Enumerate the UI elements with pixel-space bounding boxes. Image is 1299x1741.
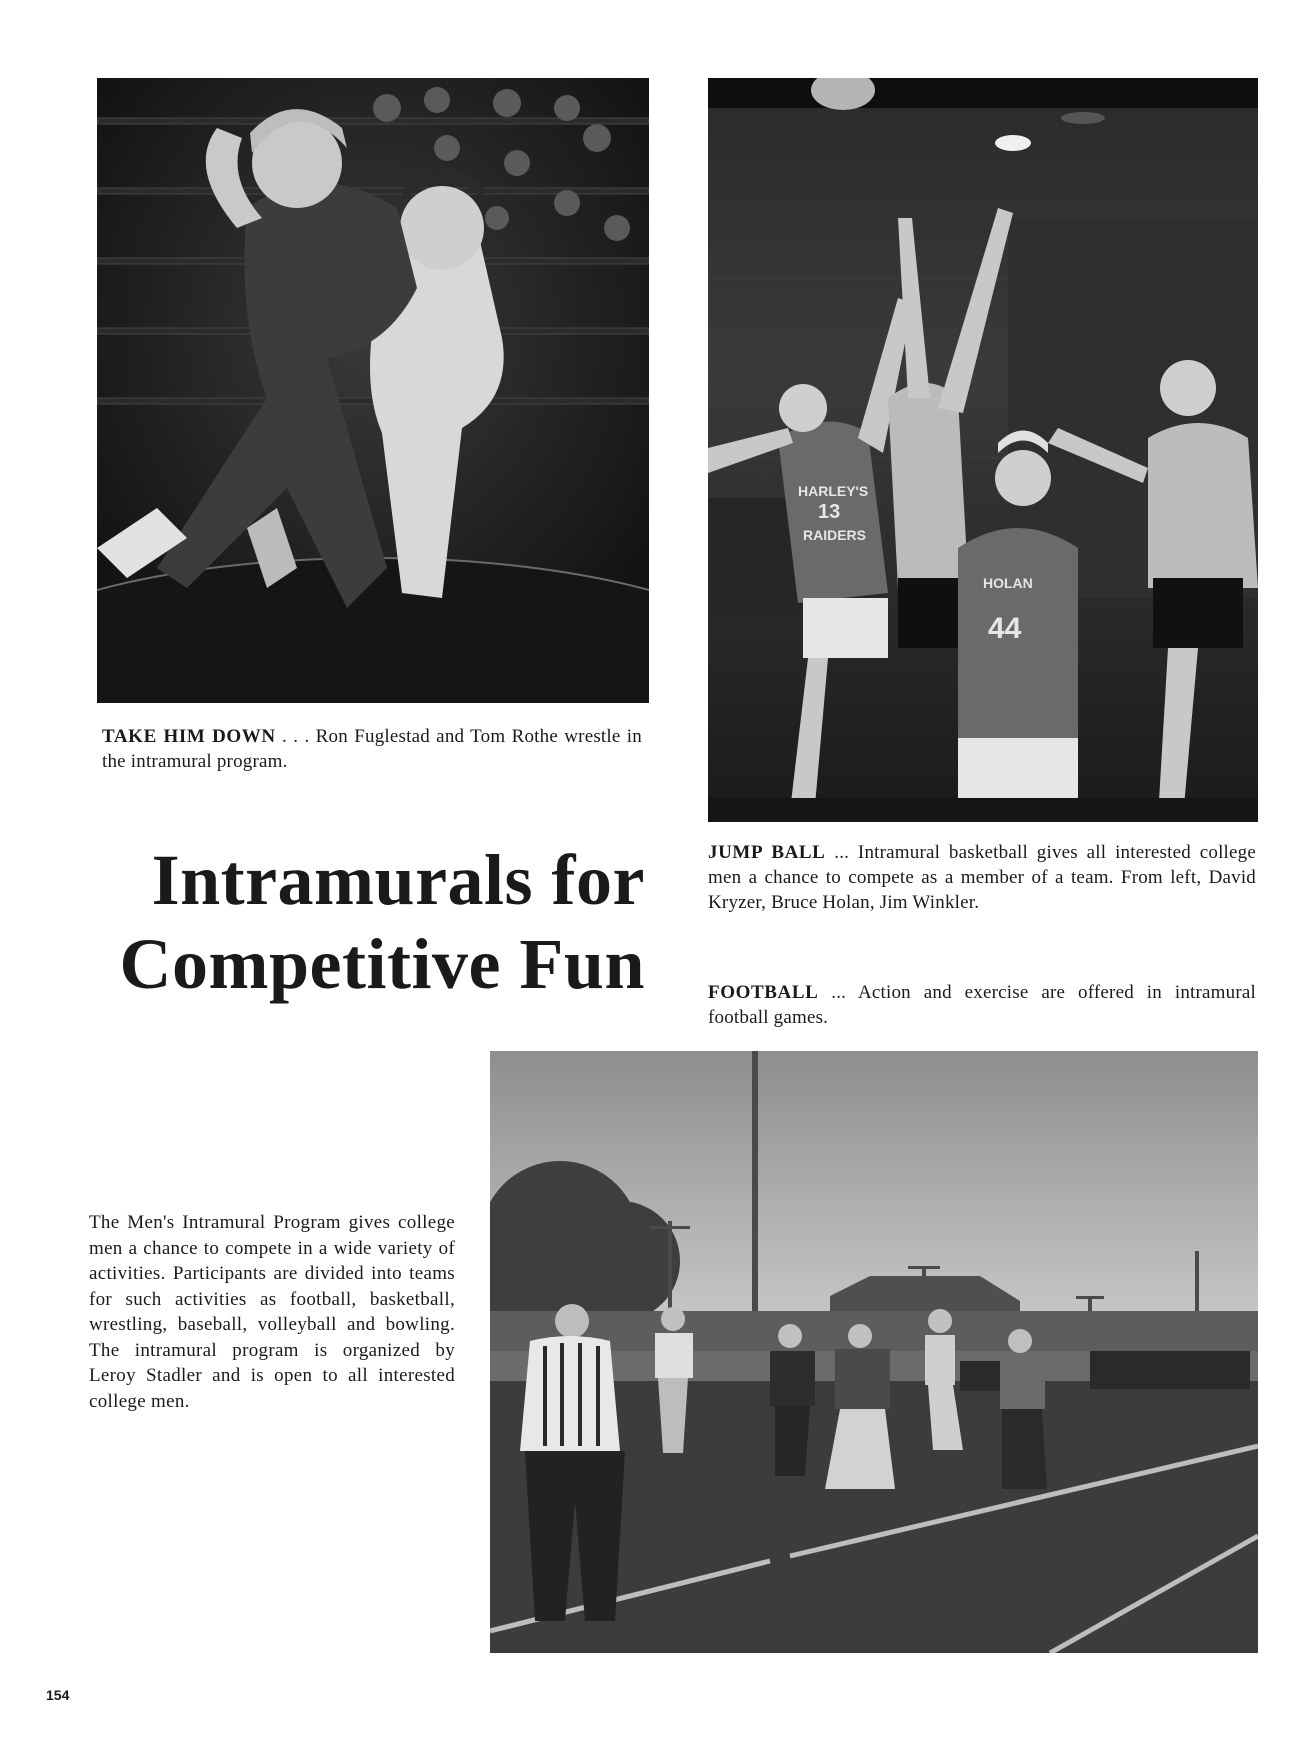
wrestling-photo-image — [97, 78, 649, 703]
jersey-13-sub: RAIDERS — [803, 527, 867, 543]
page-number: 154 — [46, 1687, 70, 1703]
wrestling-caption-lead: TAKE HIM DOWN — [102, 726, 276, 747]
football-caption-lead: FOOTBALL — [708, 982, 819, 1003]
headline-line-1: Intramurals for — [151, 840, 645, 920]
page-headline — [100, 838, 645, 1006]
jersey-44-name: HOLAN — [983, 575, 1033, 591]
football-photo-image — [490, 1051, 1258, 1653]
basketball-caption — [708, 840, 1256, 915]
football-caption-text: ... Action and exercise are offered in intramural football games. — [708, 982, 1256, 1028]
football-caption — [708, 980, 1256, 1030]
basketball-photo-image — [708, 78, 1258, 822]
basketball-caption-lead: JUMP BALL — [708, 842, 826, 863]
body-paragraph: The Men's Intramural Program gives college men a chance to compete in a wide variety of activities. Participants are divided into teams for such activities as football, basketball, wrestling, baseball, volleyball and bowling. The intramural program is organized by Leroy Stadler and is open to all interested college men. — [89, 1212, 455, 1412]
wrestling-caption-text: . . . Ron Fuglestad and Tom Rothe wrestle in the intramural program. — [102, 726, 642, 772]
basketball-photo — [708, 78, 1258, 822]
headline-line-2: Competitive Fun — [119, 924, 645, 1004]
basketball-caption-text: ... Intramural basketball gives all interested college men a chance to compete as a member of a team. From left, David Kryzer, Bruce Holan, Jim Winkler. — [708, 842, 1256, 913]
wrestling-caption — [102, 724, 642, 774]
football-photo — [490, 1051, 1258, 1653]
jersey-13-team: HARLEY'S — [798, 483, 869, 499]
wrestling-photo — [97, 78, 649, 703]
jersey-13-number: 13 — [818, 501, 841, 523]
jersey-44-number: 44 — [988, 612, 1022, 645]
